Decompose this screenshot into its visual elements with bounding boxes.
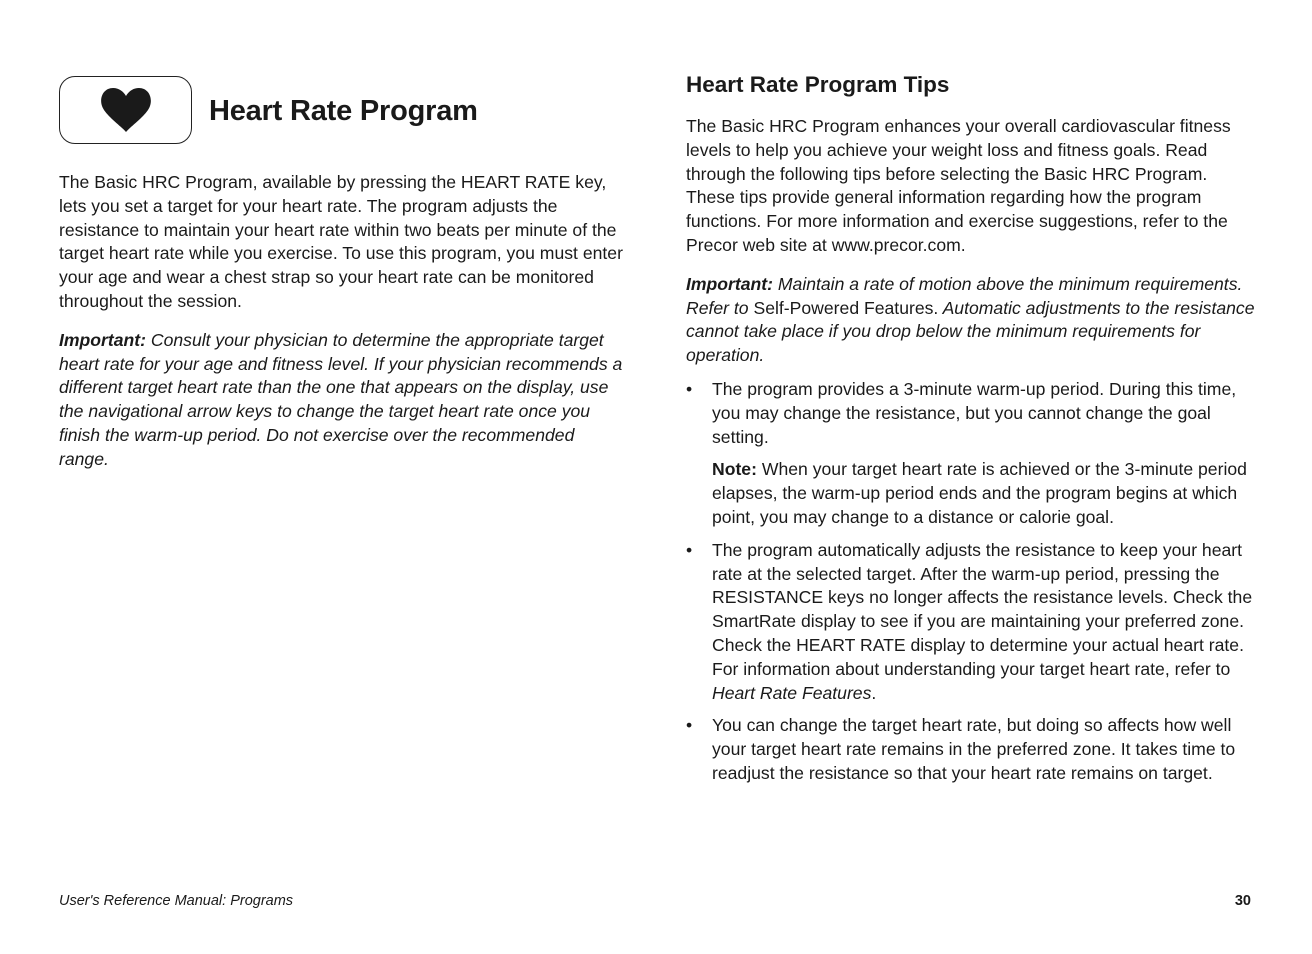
important-text-2: Automatic adjustments to the resistance cannot take place if you drop below the minimum requirements for operation. — [686, 297, 1255, 366]
important-text-1: Maintain a rate of motion above the minimum requirements. Refer to — [686, 273, 1243, 318]
note-text: When your target heart rate is achieved or the 3-minute period elapses, the warm-up period ends and the program begins at which point, you may change to a distance or calorie goal. — [712, 459, 1247, 527]
tip-end: . — [871, 682, 877, 703]
list-item — [686, 714, 1258, 785]
important-note — [59, 329, 629, 472]
important-text: Consult your physician to determine the appropriate target heart rate for your age and fitness level. If your physician recommends a different target heart rate than the one that appears on the display, use the navigational arrow keys to change the target heart rate once you finish the warm-up period. Do not exercise over the recommended range. — [59, 329, 623, 469]
tip-text: You can change the target heart rate, but doing so affects how well your target heart rate remains in the preferred zone. It takes time to readjust the resistance so that your heart rate remains on target. — [712, 715, 1236, 783]
list-item — [686, 539, 1258, 706]
tips-heading: Heart Rate Program Tips — [686, 72, 950, 97]
page-title: Heart Rate Program — [209, 94, 478, 127]
program-header — [59, 74, 629, 146]
tips-intro — [686, 115, 1258, 258]
tips-list — [686, 378, 1258, 786]
program-intro: The Basic HRC Program, available by pressing the HEART RATE key, lets you set a target for your heart rate. The program adjusts the resistance to maintain your heart rate within two beats per minute of the target heart rate while you exercise. To use this program, you must enter your age and wear a chest strap so your heart rate can be monitored throughout the session. — [59, 172, 623, 311]
self-powered-features-ref: Self-Powered Features. — [753, 297, 939, 318]
bullet: • — [686, 378, 693, 399]
tips-important-note — [686, 273, 1258, 368]
note-label: Note: — [712, 459, 757, 480]
tip-text: The program provides a 3-minute warm-up period. During this time, you may change the resistance, but you cannot change the goal setting. — [712, 378, 1237, 447]
tips-intro-text: The Basic HRC Program enhances your overall cardiovascular fitness levels to help you achieve your weight loss and fitness goals. Read through the following tips before selecting the Basic HRC Program. These tips provide general information regarding how the program functions. For more information and exercise suggestions, refer to the Precor web site at www.precor.com. — [686, 116, 1231, 255]
tip-text: The program automatically adjusts the resistance to keep your heart rate at the selected target. After the warm-up period, pressing the RESISTANCE keys no longer affects the resistance levels. Check the SmartRate display to see if you are maintaining your preferred zone. Check the HEART RATE display to determine your actual heart rate. For information about understanding your target heart rate, refer to — [712, 539, 1253, 679]
list-item — [686, 378, 1258, 530]
bullet: • — [686, 715, 693, 736]
important-label: Important: — [686, 273, 773, 294]
heart-rate-features-ref: Heart Rate Features — [712, 682, 872, 703]
heart-icon — [99, 86, 153, 134]
right-column — [686, 70, 1258, 795]
important-label: Important: — [59, 329, 146, 350]
footer-manual-title: User's Reference Manual: Programs — [59, 893, 294, 909]
note-paragraph — [712, 458, 1258, 529]
bullet: • — [686, 539, 693, 560]
page-number: 30 — [1234, 893, 1251, 909]
heart-rate-key-icon — [59, 76, 192, 144]
left-column — [59, 74, 629, 472]
